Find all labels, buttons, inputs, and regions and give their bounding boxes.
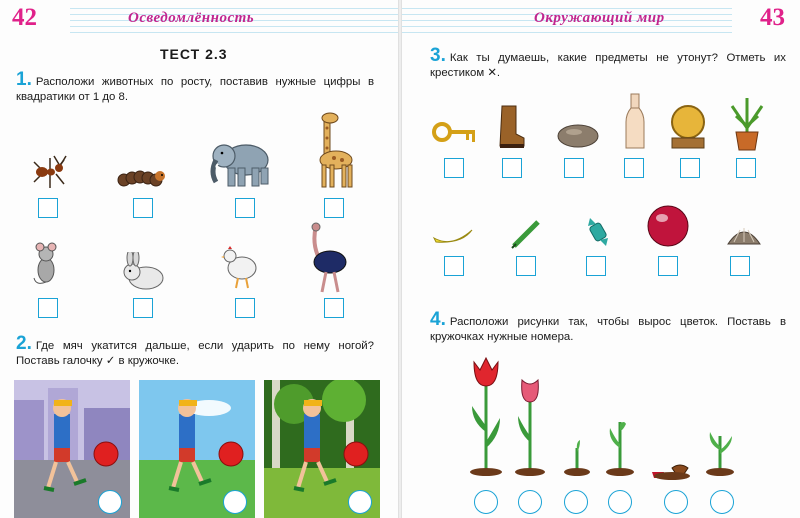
float-check-key[interactable] xyxy=(444,158,464,178)
float-check-boot[interactable] xyxy=(502,158,522,178)
float-check-banana[interactable] xyxy=(444,256,464,276)
scene-forest xyxy=(264,380,380,518)
coin-picture xyxy=(668,104,708,150)
seed-picture xyxy=(650,462,694,484)
stone-picture xyxy=(556,120,600,148)
task-3 xyxy=(430,45,786,81)
full-tulip-picture xyxy=(466,352,506,478)
task-2 xyxy=(16,333,374,369)
animal-rank-box-8[interactable] xyxy=(324,298,344,318)
task-text: Расположи рисунки так, чтобы вырос цветок. Поставь в кружочках нужные номера. xyxy=(430,316,786,343)
answer-circle-3[interactable] xyxy=(348,490,372,514)
caterpillar-picture xyxy=(116,162,166,192)
small-sprout-picture xyxy=(562,440,592,478)
animal-rank-box-6[interactable] xyxy=(133,298,153,318)
banana-picture xyxy=(432,226,474,246)
animal-rank-box-2[interactable] xyxy=(133,198,153,218)
hen-picture xyxy=(220,244,260,290)
rabbit-picture xyxy=(120,252,168,292)
stage-order-circle-2[interactable] xyxy=(518,490,542,514)
budding-tulip-picture xyxy=(512,376,548,478)
float-check-plant[interactable] xyxy=(736,158,756,178)
answer-circle-1[interactable] xyxy=(98,490,122,514)
pen-picture xyxy=(510,216,544,250)
task-number: 4. xyxy=(430,309,446,330)
ostrich-picture xyxy=(304,222,352,294)
float-check-bottle[interactable] xyxy=(624,158,644,178)
float-check-candy[interactable] xyxy=(586,256,606,276)
candy-picture xyxy=(584,214,612,250)
key-picture xyxy=(432,118,478,146)
stage-order-circle-1[interactable] xyxy=(474,490,498,514)
boot-picture xyxy=(496,104,526,150)
float-check-coin[interactable] xyxy=(680,158,700,178)
giraffe-picture xyxy=(308,110,356,190)
ant-picture xyxy=(30,152,70,192)
running-title: Осведомлённость xyxy=(128,10,255,26)
right-page xyxy=(402,0,800,518)
task-text: Как ты думаешь, какие предметы не утонут? Отметь их крестиком ✕. xyxy=(430,52,786,79)
running-title: Окружающий мир xyxy=(534,10,665,26)
page-number: 43 xyxy=(760,4,785,31)
ball-picture xyxy=(646,204,690,248)
tall-sprout-picture xyxy=(604,418,636,478)
animal-rank-box-1[interactable] xyxy=(38,198,58,218)
leaf-sprout-picture xyxy=(704,428,736,478)
animal-rank-box-3[interactable] xyxy=(235,198,255,218)
bottle-picture xyxy=(624,92,646,152)
task-number: 1. xyxy=(16,69,32,90)
stage-order-circle-3[interactable] xyxy=(564,490,588,514)
float-check-stone[interactable] xyxy=(564,158,584,178)
task-number: 2. xyxy=(16,333,32,354)
task-text: Расположи животных по росту, поставив нужные цифры в квадратики от 1 до 8. xyxy=(16,76,374,103)
task-1 xyxy=(16,69,374,105)
float-check-pen[interactable] xyxy=(516,256,536,276)
page-number: 42 xyxy=(12,4,37,31)
shell-picture xyxy=(724,224,764,250)
animal-rank-box-4[interactable] xyxy=(324,198,344,218)
mouse-picture xyxy=(30,240,64,288)
animal-rank-box-5[interactable] xyxy=(38,298,58,318)
scene-city-street xyxy=(14,380,130,518)
stage-order-circle-4[interactable] xyxy=(608,490,632,514)
animal-rank-box-7[interactable] xyxy=(235,298,255,318)
task-4 xyxy=(430,309,786,345)
stage-order-circle-6[interactable] xyxy=(710,490,734,514)
task-text: Где мяч укатится дальше, если ударить по нему ногой? Поставь галочку ✓ в кружочке. xyxy=(16,340,374,367)
stage-order-circle-5[interactable] xyxy=(664,490,688,514)
answer-circle-2[interactable] xyxy=(223,490,247,514)
left-page xyxy=(0,0,398,518)
potted-plant-picture xyxy=(728,92,766,152)
elephant-picture xyxy=(206,138,278,190)
test-title: ТЕСТ 2.3 xyxy=(160,46,228,62)
task-number: 3. xyxy=(430,45,446,66)
float-check-ball[interactable] xyxy=(658,256,678,276)
float-check-shell[interactable] xyxy=(730,256,750,276)
scene-grass-field xyxy=(139,380,255,518)
